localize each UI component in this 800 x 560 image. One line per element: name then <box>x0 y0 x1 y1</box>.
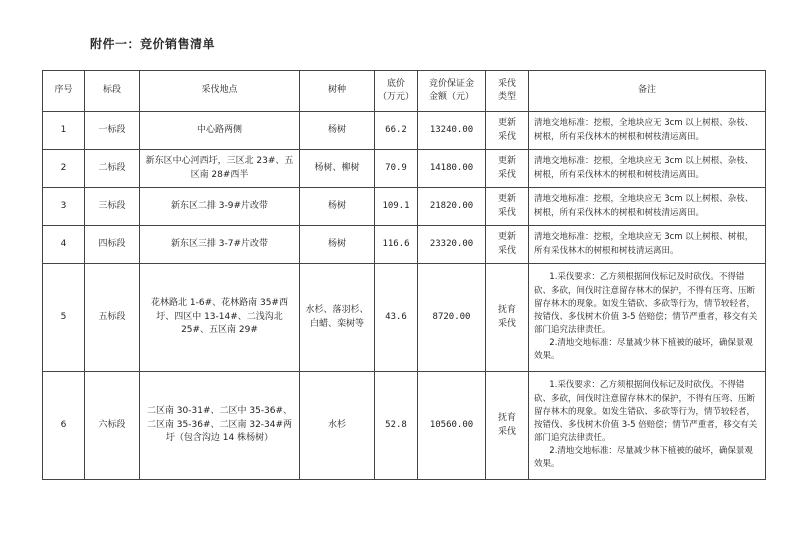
species-cell: 杨树 <box>300 226 375 264</box>
deposit-cell: 10560.00 <box>418 372 486 480</box>
remark-text: 1.采伐要求：乙方须根据间伐标记及时砍伐。不得错砍、多砍，间伐时注意留存林木的保护，不得有压弯、压断留存林木的现象。如发生错砍、多砍等行为，情节较轻者，按错伐、多伐树木价值 3-5 倍赔偿；情节严重者，移交有关部门追究法律责任。 <box>534 272 758 336</box>
remark-text: 清地交地标准：挖根，全地块应无 3cm 以上树根、杂枝、树根，所有采伐林木的树根和树枝清运离田。 <box>534 118 754 142</box>
remark-text: 2.清地交地标准：尽量减少林下植被的破坏，确保景观效果。 <box>534 446 753 470</box>
remarks-cell <box>529 150 766 188</box>
section-cell: 四标段 <box>85 226 140 264</box>
cut-type-cell: 抚育 采伐 <box>486 264 529 372</box>
price-cell: 70.9 <box>375 150 418 188</box>
deposit-cell: 21820.00 <box>418 188 486 226</box>
species-cell: 杨树 <box>300 188 375 226</box>
section-cell: 二标段 <box>85 150 140 188</box>
price-cell: 66.2 <box>375 112 418 150</box>
location-cell: 新东区三排 3-7#片改带 <box>140 226 300 264</box>
deposit-cell: 13240.00 <box>418 112 486 150</box>
seq-cell: 6 <box>43 372 85 480</box>
species-cell: 水杉 <box>300 372 375 480</box>
remarks-cell <box>529 188 766 226</box>
price-cell: 109.1 <box>375 188 418 226</box>
table-row <box>43 188 766 226</box>
remark-text: 清地交地标准：挖根，全地块应无 3cm 以上树根、杂枝、树根，所有采伐林木的树根和树枝清运离田。 <box>534 156 754 180</box>
section-cell: 五标段 <box>85 264 140 372</box>
location-cell: 中心路两侧 <box>140 112 300 150</box>
remark-text: 2.清地交地标准：尽量减少林下植被的破坏，确保景观效果。 <box>534 338 753 362</box>
cut-type-cell: 更新 采伐 <box>486 150 529 188</box>
cut-type-cell: 更新 采伐 <box>486 188 529 226</box>
header-species: 树种 <box>300 71 375 112</box>
table-header-row <box>43 71 766 112</box>
remarks-cell <box>529 264 766 372</box>
table-row <box>43 264 766 372</box>
table-row <box>43 112 766 150</box>
table-row <box>43 150 766 188</box>
seq-cell: 4 <box>43 226 85 264</box>
location-cell: 二区南 30-31#、二区中 35-36#、二区南 35-36#、二区南 32-34#两圩（包含沟边 14 株杨树） <box>140 372 300 480</box>
price-cell: 43.6 <box>375 264 418 372</box>
remarks-cell <box>529 372 766 480</box>
location-cell: 新东区中心河西圩，三区北 23#、五区南 28#西半 <box>140 150 300 188</box>
deposit-cell: 14180.00 <box>418 150 486 188</box>
remark-text: 清地交地标准：挖根，全地块应无 3cm 以上树根、杂枝、树根，所有采伐林木的树根和树枝清运离田。 <box>534 194 754 218</box>
header-section: 标段 <box>85 71 140 112</box>
table-body <box>43 112 766 480</box>
deposit-cell: 23320.00 <box>418 226 486 264</box>
species-cell: 水杉、落羽杉、白蜡、栾树等 <box>300 264 375 372</box>
header-seq: 序号 <box>43 71 85 112</box>
remark-text: 清地交地标准：挖根，全地块应无 3cm 以上树根、树根，所有采伐林木的树根和树枝清运离田。 <box>534 232 754 256</box>
location-cell: 花林路北 1-6#、花林路南 35#西圩、四区中 13-14#、二浅沟北 25#、五区南 29# <box>140 264 300 372</box>
species-cell: 杨树 <box>300 112 375 150</box>
header-deposit: 竞价保证金 金额（元） <box>418 71 486 112</box>
remarks-cell <box>529 226 766 264</box>
header-location: 采伐地点 <box>140 71 300 112</box>
cut-type-cell: 更新 采伐 <box>486 112 529 150</box>
header-type: 采伐 类型 <box>486 71 529 112</box>
price-cell: 52.8 <box>375 372 418 480</box>
page-title: 附件一：竞价销售清单 <box>90 37 216 51</box>
table-row <box>43 226 766 264</box>
remarks-cell <box>529 112 766 150</box>
header-price: 底价 （万元） <box>375 71 418 112</box>
section-cell: 一标段 <box>85 112 140 150</box>
section-cell: 六标段 <box>85 372 140 480</box>
seq-cell: 2 <box>43 150 85 188</box>
table-row <box>43 372 766 480</box>
seq-cell: 5 <box>43 264 85 372</box>
sales-table <box>42 70 766 480</box>
seq-cell: 3 <box>43 188 85 226</box>
deposit-cell: 8720.00 <box>418 264 486 372</box>
seq-cell: 1 <box>43 112 85 150</box>
species-cell: 杨树、柳树 <box>300 150 375 188</box>
section-cell: 三标段 <box>85 188 140 226</box>
cut-type-cell: 更新 采伐 <box>486 226 529 264</box>
price-cell: 116.6 <box>375 226 418 264</box>
header-remarks: 备注 <box>529 71 766 112</box>
remark-text: 1.采伐要求：乙方须根据间伐标记及时砍伐。不得错砍、多砍，间伐时注意留存林木的保护，不得有压弯、压断留存林木的现象。如发生错砍、多砍等行为，情节较轻者，按错伐、多伐树木价值 3-5 倍赔偿；情节严重者，移交有关部门追究法律责任。 <box>534 380 758 444</box>
cut-type-cell: 抚育 采伐 <box>486 372 529 480</box>
location-cell: 新东区二排 3-9#片改带 <box>140 188 300 226</box>
